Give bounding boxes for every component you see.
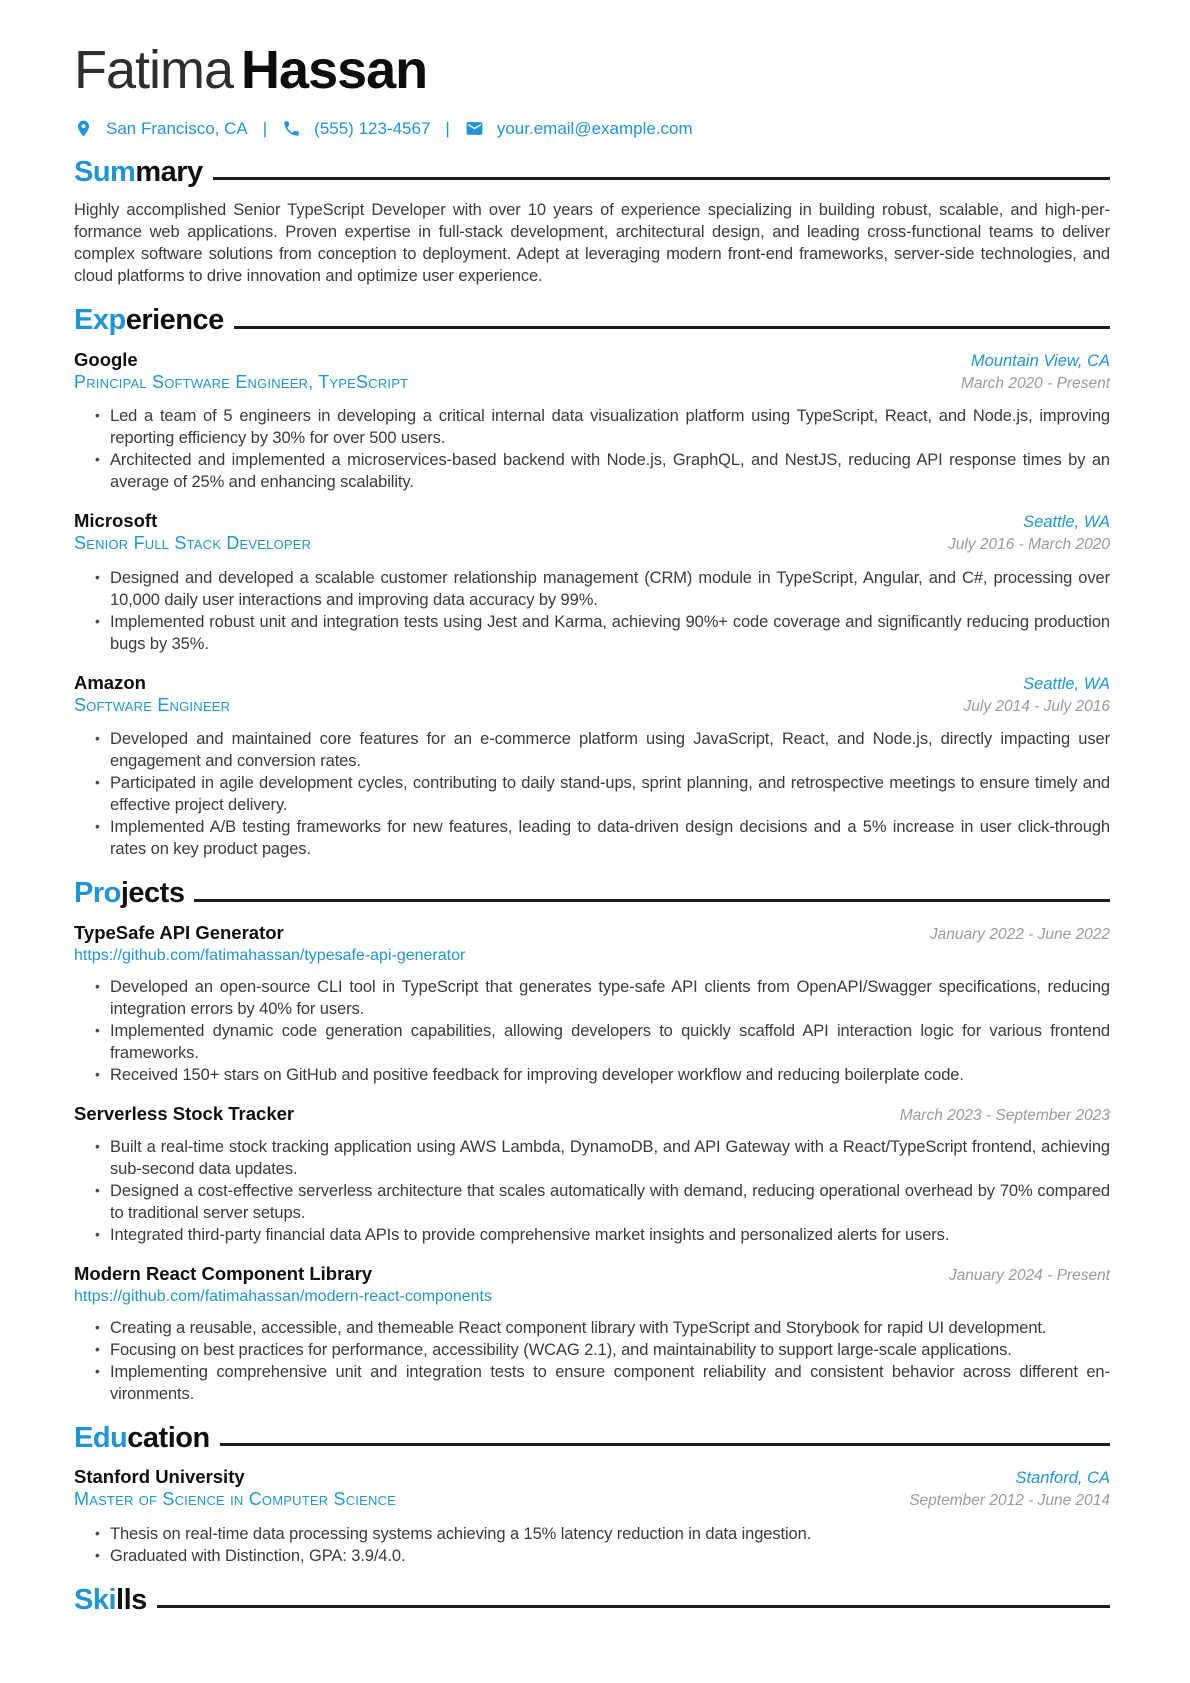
first-name: Fatima [74, 40, 234, 100]
entry-dates: September 2012 - June 2014 [909, 1492, 1110, 1510]
project-link[interactable]: https://github.com/fatimahassan/typesafe-api-generator [74, 946, 466, 964]
school-name: Stanford University [74, 1466, 245, 1488]
phone-icon [282, 119, 301, 138]
contact-separator: | [262, 118, 268, 138]
bullet-item: • Architected and implemented a microservices-based backend with Node.js, GraphQL, and NestJS, reducing API response times by an average of 25% and enhancing scalability. [110, 449, 1110, 493]
contact-location: San Francisco, CA [106, 118, 248, 138]
heading-rule [220, 1443, 1110, 1446]
entry-location: Seattle, WA [1023, 674, 1110, 693]
last-name: Hassan [241, 40, 428, 100]
email-icon [465, 119, 484, 138]
bullet-item: • Creating a reusable, accessible, and themeable React component library with TypeScript and Storybook for rapid UI development. [110, 1317, 1110, 1339]
bullet-list [74, 1523, 1110, 1567]
entry-dates: January 2022 - June 2022 [929, 925, 1110, 943]
bullet-item: • Built a real-time stock tracking application using AWS Lambda, DynamoDB, and API Gateway with a React/TypeScript frontend, achieving sub-second data updates. [110, 1136, 1110, 1180]
skills-title: Skills [74, 1583, 147, 1616]
contact-row [74, 119, 1110, 139]
bullet-item: • Graduated with Distinction, GPA: 3.9/4.0. [110, 1545, 1110, 1567]
job-title: Software Engineer [74, 694, 231, 715]
summary-title: Summary [74, 155, 203, 188]
bullet-item: • Led a team of 5 engineers in developing a critical internal data visualization platform using TypeScript, React, and Node.js, improving reporting efficiency by 30% for over 500 users. [110, 405, 1110, 449]
bullet-item: • Developed and maintained core features for an e-commerce platform using JavaScript, React, and Node.js, directly impacting user engagement and conversion rates. [110, 728, 1110, 772]
entry-location: Mountain View, CA [970, 351, 1110, 370]
education-heading [74, 1423, 1110, 1453]
bullet-item: • Developed an open-source CLI tool in TypeScript that generates type-safe API clients from OpenAPI/Swagger specifications, reducing integration errors by 40% for users. [110, 976, 1110, 1020]
bullet-item: • Thesis on real-time data processing systems achieving a 15% latency reduction in data ingestion. [110, 1523, 1110, 1545]
section-experience [74, 305, 1110, 860]
bullet-list [74, 728, 1110, 860]
experience-heading [74, 305, 1110, 335]
entry-dates: July 2014 - July 2016 [963, 697, 1110, 715]
bullet-list [74, 567, 1110, 655]
degree-name: Master of Science in Computer Science [74, 1489, 397, 1510]
bullet-list [74, 1136, 1110, 1246]
company-name: Microsoft [74, 510, 158, 532]
education-title: Education [74, 1421, 210, 1454]
project-name: TypeSafe API Generator [74, 921, 284, 943]
bullet-item: • Implemented dynamic code generation capabilities, allowing developers to quickly scaffold API interaction logic for various frontend frameworks. [110, 1020, 1110, 1064]
bullet-item: • Implemented robust unit and integration tests using Jest and Karma, achieving 90%+ code coverage and significantly reducing production bugs by 35%. [110, 611, 1110, 655]
summary-heading [74, 157, 1110, 187]
job-title: Principal Software Engineer, TypeScript [74, 371, 409, 392]
bullet-item: • Received 150+ stars on GitHub and positive feedback for improving developer workflow and reducing boilerplate code. [110, 1064, 1110, 1086]
projects-heading [74, 878, 1110, 908]
project-name: Serverless Stock Tracker [74, 1102, 295, 1124]
heading-rule [194, 899, 1110, 902]
bullet-item: • Focusing on best practices for performance, accessibility (WCAG 2.1), and maintainability to support large-scale applications. [110, 1339, 1110, 1361]
company-name: Google [74, 348, 138, 370]
experience-entry-google [74, 348, 1110, 494]
section-summary [74, 157, 1110, 287]
contact-separator: | [445, 118, 450, 138]
projects-title: Projects [74, 877, 185, 910]
heading-rule [213, 177, 1110, 180]
heading-rule [234, 326, 1110, 329]
entry-location: Seattle, WA [1023, 513, 1110, 532]
bullet-item: • Integrated third-party financial data APIs to provide comprehensive market insights and personalized alerts for users. [110, 1224, 1110, 1246]
heading-rule [157, 1605, 1110, 1608]
job-title: Senior Full Stack Developer [74, 533, 312, 554]
bullet-list [74, 976, 1110, 1086]
contact-phone: (555) 123-4567 [314, 118, 431, 138]
bullet-item: • Designed a cost-effective serverless architecture that scales automatically with demand, reducing operational overhead by 70% compared to traditional server setups. [110, 1180, 1110, 1224]
location-pin-icon [74, 119, 93, 138]
entry-dates: March 2020 - Present [960, 374, 1110, 392]
entry-dates: July 2016 - March 2020 [948, 536, 1110, 554]
project-link[interactable]: https://github.com/fatimahassan/modern-react-components [74, 1287, 492, 1305]
project-entry-react-library [74, 1262, 1110, 1405]
entry-dates: January 2024 - Present [948, 1266, 1110, 1284]
bullet-list [74, 1317, 1110, 1405]
education-entry-stanford [74, 1465, 1110, 1567]
entry-dates: March 2023 - September 2023 [899, 1106, 1110, 1124]
summary-text: Highly accomplished Senior TypeScript Developer with over 10 years of experience specializing in building robust, scalable, and high-performance web applications. Proven expertise in full-stack development, architectural design, and leading cross-functional teams to deliver complex software solutions from conception to deployment. Adept at leveraging modern front-end frameworks, server-side technologies, and cloud platforms to drive innovation and optimize user experience. [74, 201, 1110, 286]
bullet-list [74, 405, 1110, 493]
experience-entry-amazon [74, 671, 1110, 861]
project-name: Modern React Component Library [74, 1262, 373, 1284]
section-skills [74, 1585, 1110, 1615]
skills-heading [74, 1585, 1110, 1615]
experience-entry-microsoft [74, 509, 1110, 655]
project-entry-typesafe [74, 921, 1110, 1086]
contact-email[interactable]: your.email@example.com [496, 118, 693, 138]
bullet-item: • Designed and developed a scalable customer relationship management (CRM) module in TypeScript, Angular, and C#, processing over 10,000 daily user interactions and improving data accuracy by 99%. [110, 567, 1110, 611]
bullet-item: • Participated in agile development cycles, contributing to daily stand-ups, sprint planning, and retrospective meetings to ensure timely and effective project delivery. [110, 772, 1110, 816]
project-entry-stock-tracker [74, 1102, 1110, 1246]
section-education [74, 1423, 1110, 1567]
company-name: Amazon [74, 671, 146, 693]
experience-title: Experience [74, 304, 224, 337]
bullet-item: • Implementing comprehensive unit and integration tests to ensure component reliability and consistent behavior across different environments. [110, 1361, 1110, 1405]
entry-location: Stanford, CA [1015, 1469, 1110, 1488]
section-projects [74, 878, 1110, 1405]
bullet-item: • Implemented A/B testing frameworks for new features, leading to data-driven design decisions and a 5% increase in user click-through rates on key product pages. [110, 816, 1110, 860]
person-name [74, 42, 1110, 99]
